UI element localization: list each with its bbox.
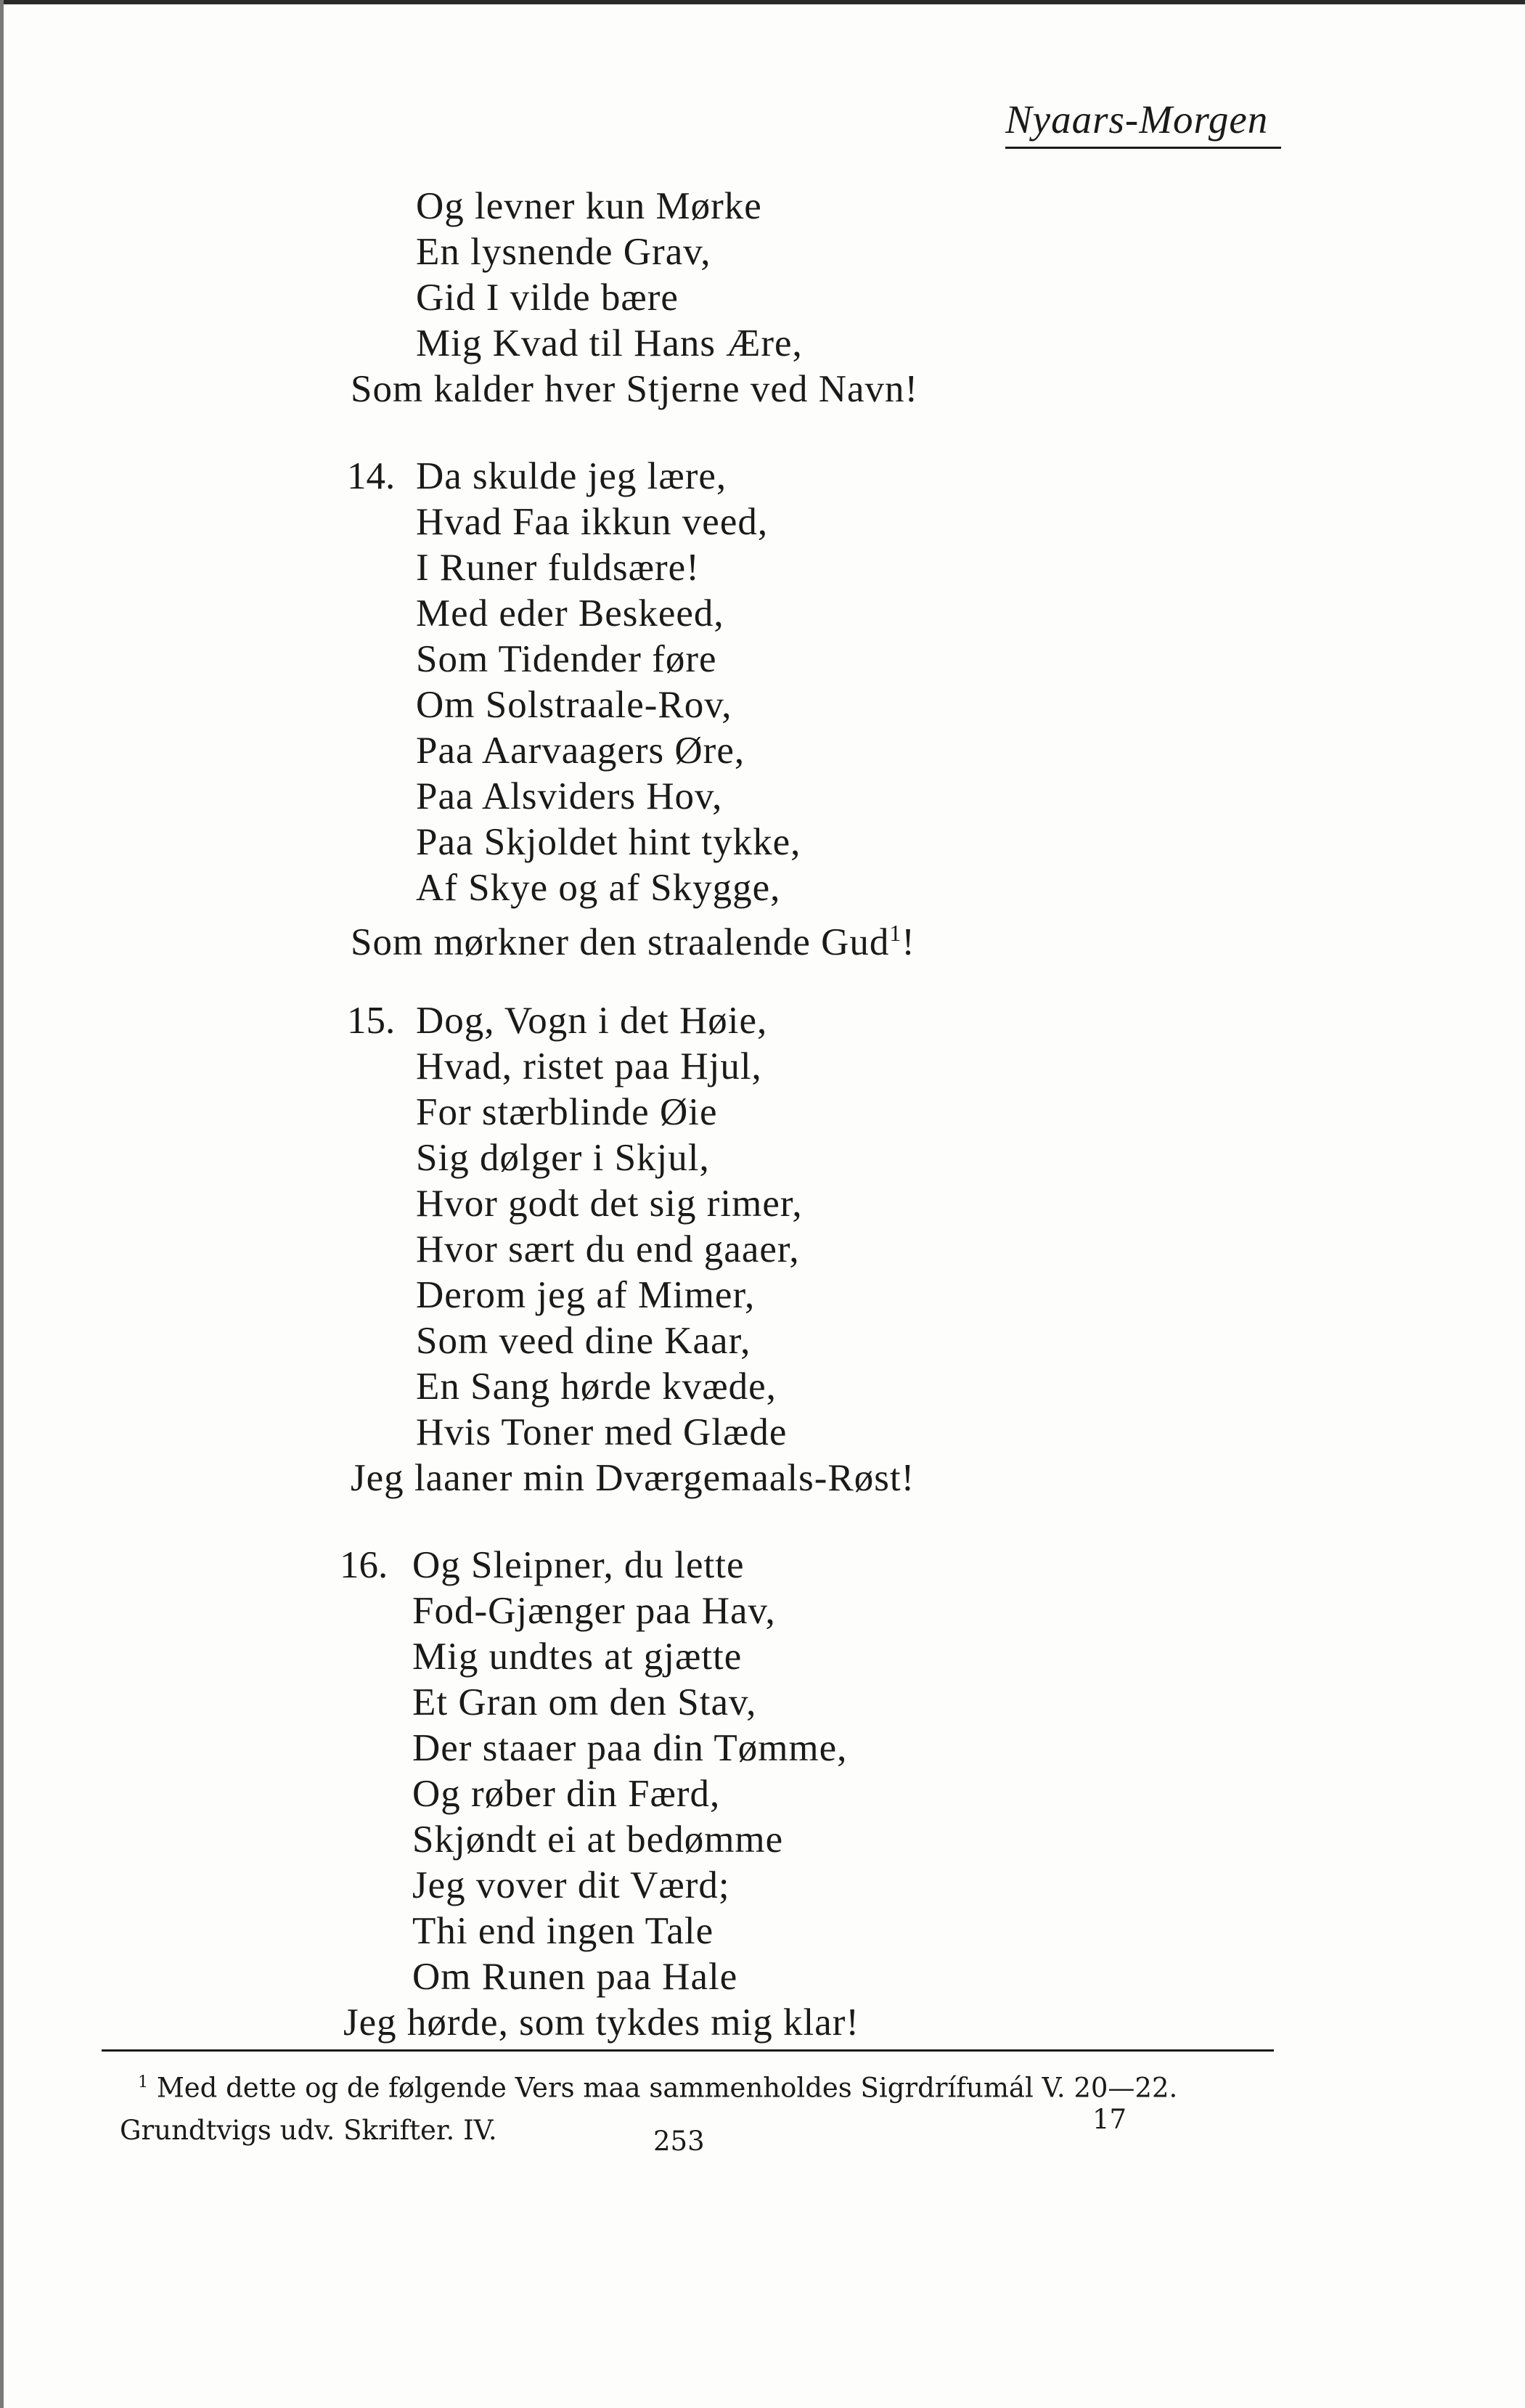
verse-line: Som veed dine Kaar,: [416, 1320, 751, 1362]
verse-line: Hvad, ristet paa Hjul,: [416, 1045, 762, 1087]
running-title: Nyaars-Morgen: [1005, 97, 1269, 142]
printer-signature: Grundtvigs udv. Skrifter. IV.: [120, 2115, 497, 2146]
verse-line: Og levner kun Mørke: [416, 185, 762, 227]
verse-line-punctuation: !: [901, 921, 915, 964]
verse-line: I Runer fuldsære!: [416, 547, 700, 589]
sheet-number: 17: [1092, 2104, 1127, 2135]
scan-edge-top: [0, 0, 1525, 4]
footnote: [138, 2064, 1177, 2106]
verse-line: Fod-Gjænger paa Hav,: [412, 1590, 776, 1632]
verse-line: Gid I vilde bære: [416, 277, 679, 319]
verse-line: Da skulde jeg lære,: [416, 455, 727, 497]
verse-line: En lysnende Grav,: [416, 231, 711, 273]
page-number: 253: [653, 2126, 705, 2157]
footnote-reference: 1: [889, 921, 902, 946]
verse-line: Paa Skjoldet hint tykke,: [416, 821, 801, 863]
verse-line: Om Solstraale-Rov,: [416, 684, 732, 726]
verse-line: Jeg hørde, som tykdes mig klar!: [343, 2001, 860, 2044]
verse-line: Dog, Vogn i det Høie,: [416, 1000, 768, 1042]
stanza-number: 16.: [340, 1544, 388, 1586]
verse-line: For stærblinde Øie: [416, 1091, 718, 1133]
verse-line: Mig undtes at gjætte: [412, 1636, 743, 1678]
verse-line: Paa Alsviders Hov,: [416, 775, 723, 817]
verse-line: Jeg laaner min Dværgemaals-Røst!: [351, 1457, 915, 1499]
verse-line: Derom jeg af Mimer,: [416, 1274, 756, 1316]
verse-line: Hvor sært du end gaaer,: [416, 1228, 800, 1270]
verse-line-with-footnote: [351, 911, 915, 965]
verse-line: Et Gran om den Stav,: [412, 1681, 757, 1723]
stanza-number: 14.: [347, 455, 396, 497]
verse-line: Som Tidender føre: [416, 638, 717, 680]
footnote-marker: 1: [138, 2073, 149, 2091]
verse-line: Paa Aarvaagers Øre,: [416, 730, 745, 772]
footnote-text: Med dette og de følgende Vers maa sammenholdes Sigrdrífumál V. 20—22.: [156, 2072, 1178, 2104]
running-title-rule: [1005, 147, 1281, 149]
verse-line: Af Skye og af Skygge,: [416, 867, 781, 909]
scan-edge-left: [0, 0, 4, 2408]
verse-line: Mig Kvad til Hans Ære,: [416, 322, 803, 364]
verse-line: Thi end ingen Tale: [412, 1910, 714, 1952]
verse-line: Som kalder hver Stjerne ved Navn!: [351, 368, 919, 410]
stanza-number: 15.: [347, 1000, 396, 1042]
verse-line: Hvor godt det sig rimer,: [416, 1183, 803, 1225]
verse-line: Skjøndt ei at bedømme: [412, 1819, 784, 1861]
verse-line: Der staaer paa din Tømme,: [412, 1727, 848, 1769]
verse-line: Hvis Toner med Glæde: [416, 1411, 788, 1453]
verse-line: Med eder Beskeed,: [416, 592, 724, 634]
verse-line: Om Runen paa Hale: [412, 1956, 738, 1998]
verse-line: Og røber din Færd,: [412, 1773, 721, 1815]
footnote-divider: [102, 2049, 1274, 2052]
verse-line: Hvad Faa ikkun veed,: [416, 501, 769, 543]
verse-line-text: Som mørkner den straalende Gud: [351, 921, 890, 964]
verse-line: Jeg vover dit Værd;: [412, 1864, 730, 1906]
verse-line: Og Sleipner, du lette: [412, 1544, 745, 1586]
verse-line: Sig dølger i Skjul,: [416, 1137, 710, 1179]
verse-line: En Sang hørde kvæde,: [416, 1366, 777, 1408]
